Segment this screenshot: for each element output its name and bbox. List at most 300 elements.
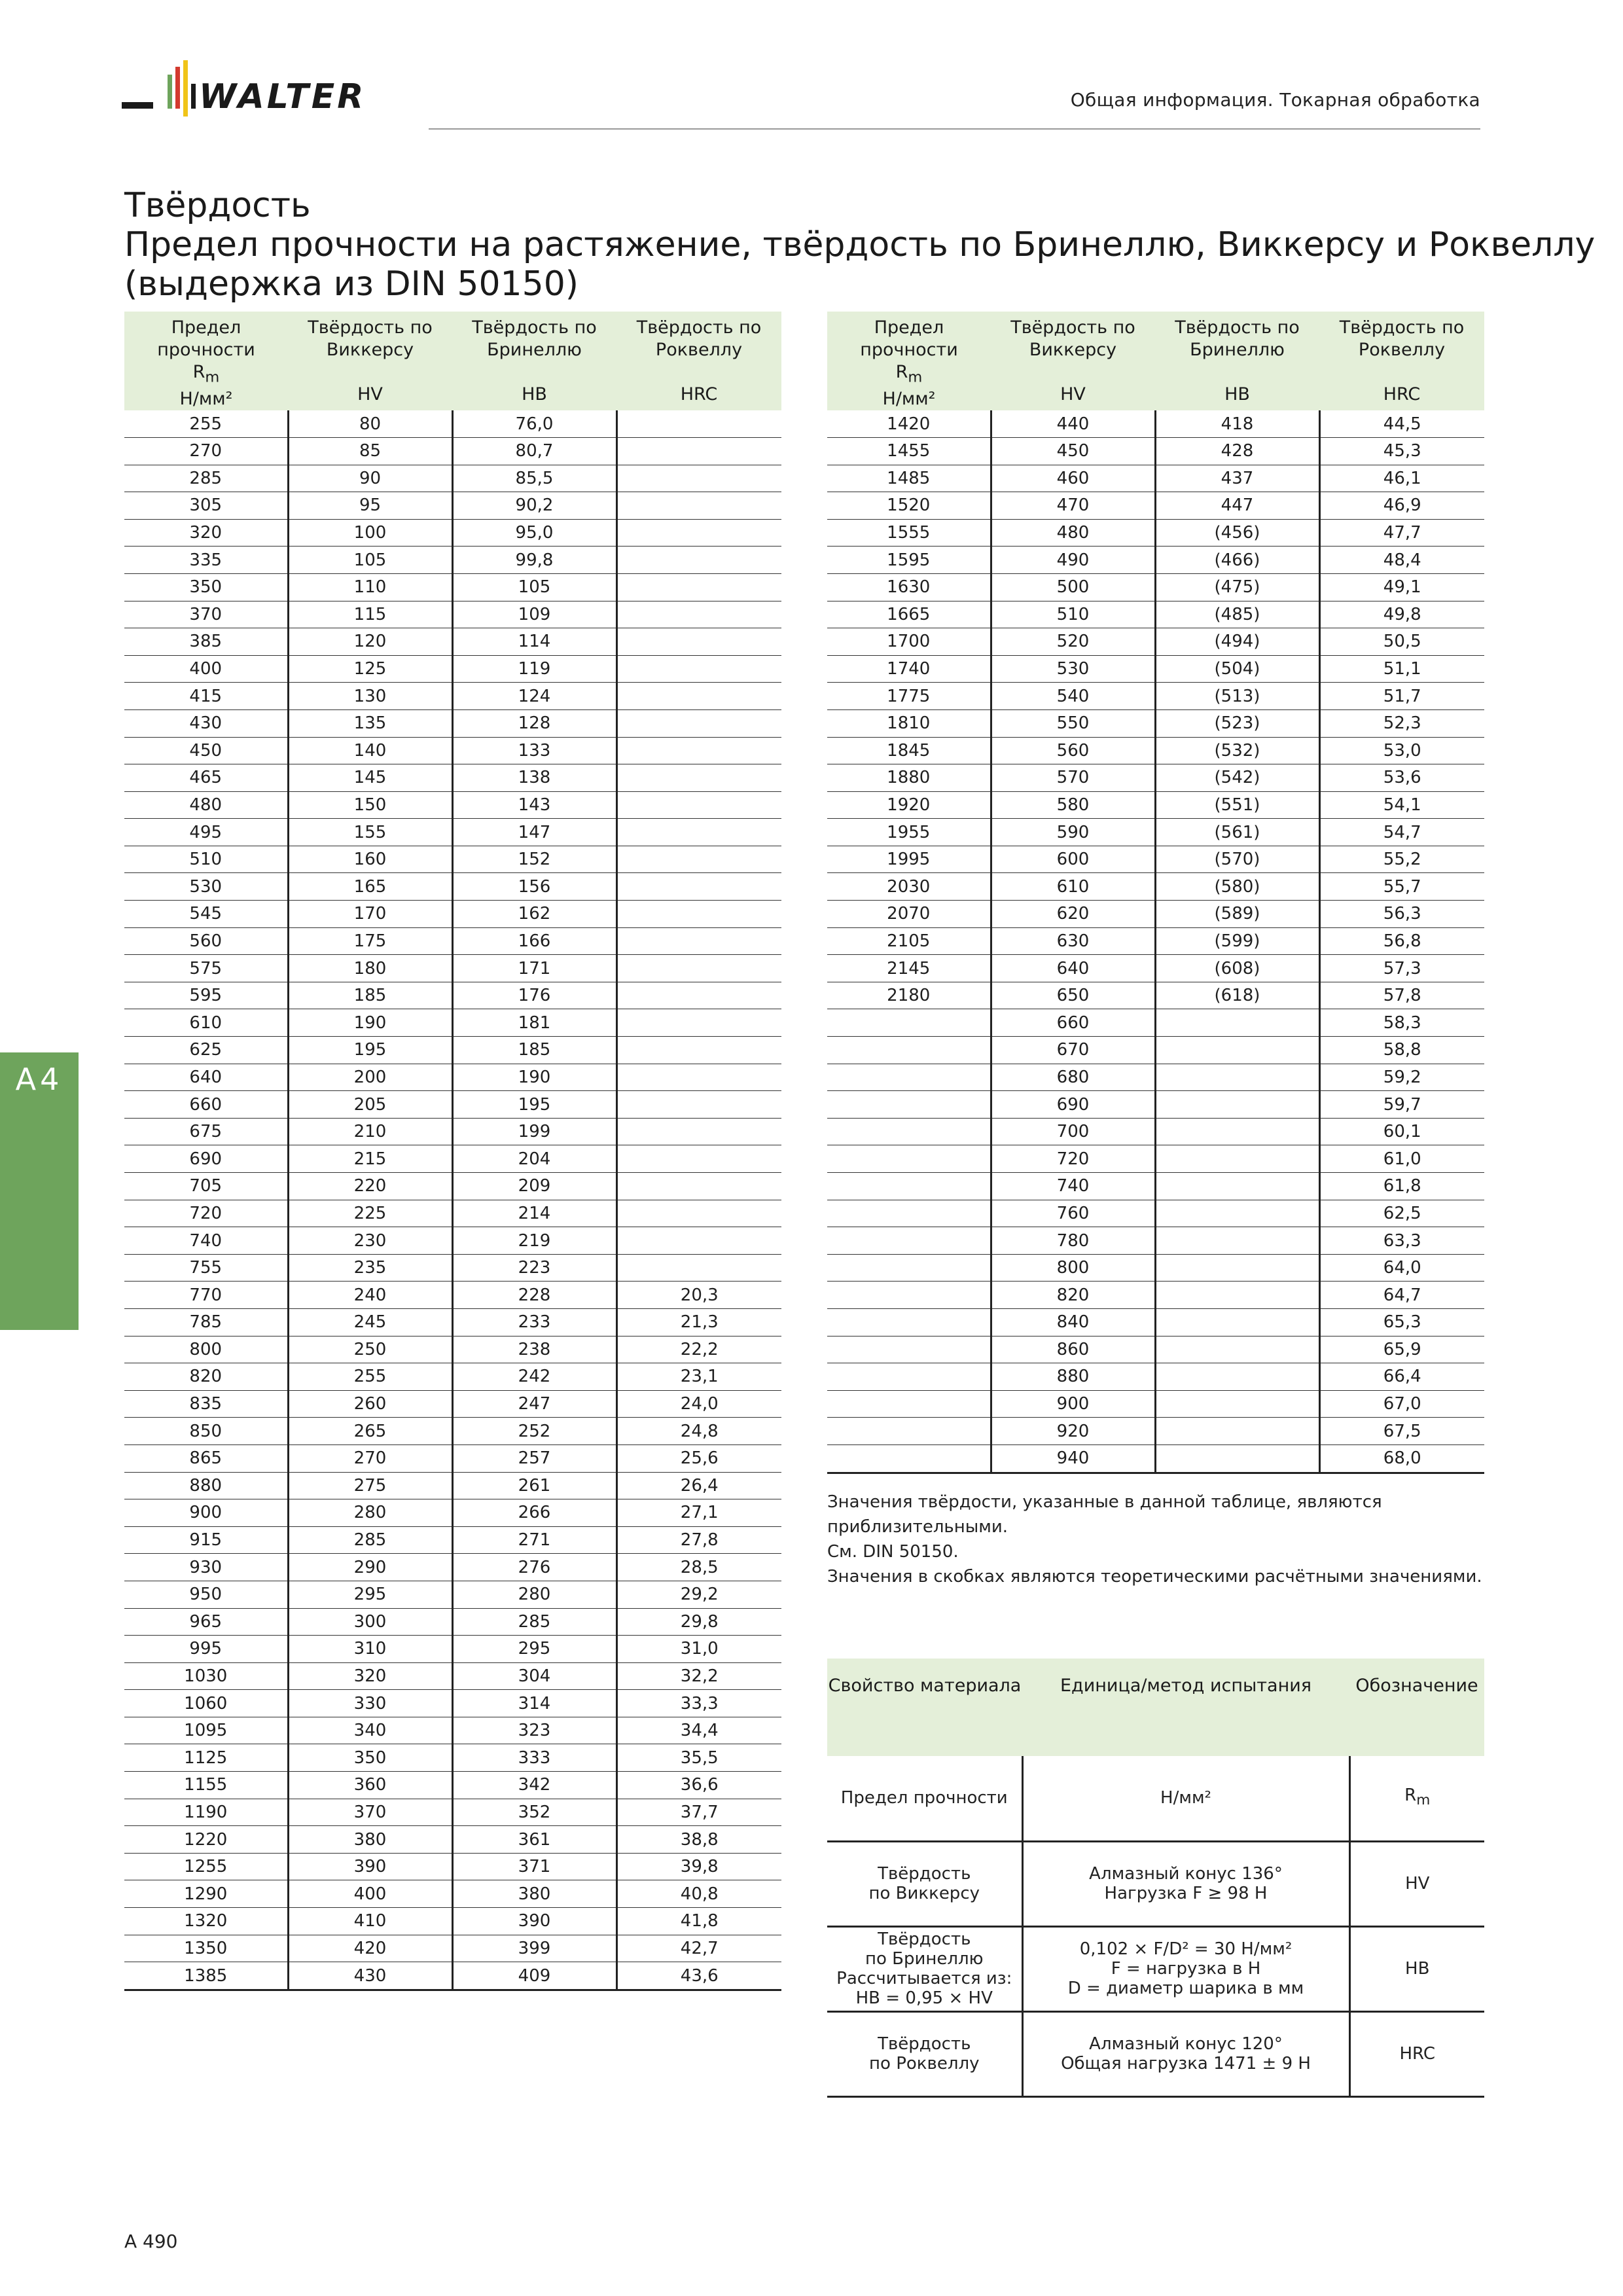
table-row	[827, 901, 1484, 928]
cell-tensile-strength: 675	[124, 1118, 288, 1145]
cell-brinell: 428	[1155, 437, 1319, 465]
hardness-table-right	[827, 312, 1484, 1474]
cell-method	[1022, 1841, 1349, 1926]
property-line: Твёрдость	[878, 1864, 971, 1884]
cell-vickers: 610	[991, 873, 1155, 901]
table-row	[124, 1799, 781, 1826]
cell-rockwell: 56,8	[1319, 927, 1484, 955]
cell-vickers: 550	[991, 709, 1155, 737]
cell-symbol	[1349, 2011, 1484, 2096]
cell-rockwell: 67,0	[1319, 1390, 1484, 1418]
table-row	[124, 955, 781, 982]
cell-vickers: 620	[991, 901, 1155, 928]
cell-tensile-strength: 915	[124, 1526, 288, 1554]
cell-tensile-strength	[827, 1254, 991, 1282]
cell-rockwell: 68,0	[1319, 1444, 1484, 1473]
cell-tensile-strength: 660	[124, 1091, 288, 1119]
table-row	[124, 1444, 781, 1472]
cell-brinell: 380	[452, 1880, 616, 1908]
table-row	[124, 628, 781, 656]
cell-vickers: 160	[288, 846, 452, 873]
header-divider	[429, 128, 1480, 130]
cell-vickers: 120	[288, 628, 452, 656]
property-line: по Виккерсу	[868, 1884, 980, 1903]
table-row	[124, 927, 781, 955]
table-body	[827, 410, 1484, 1473]
cell-brinell: 447	[1155, 492, 1319, 520]
table-row	[124, 1308, 781, 1336]
table-row	[827, 683, 1484, 710]
cell-brinell: 285	[452, 1608, 616, 1636]
table-row	[827, 2011, 1484, 2096]
cell-tensile-strength	[827, 1336, 991, 1363]
cell-brinell: 437	[1155, 465, 1319, 492]
cell-tensile-strength: 740	[124, 1227, 288, 1255]
cell-tensile-strength: 1665	[827, 601, 991, 628]
header-property: Свойство материала	[827, 1659, 1022, 1756]
cell-brinell: (580)	[1155, 873, 1319, 901]
cell-brinell	[1155, 1444, 1319, 1473]
table-row	[827, 1254, 1484, 1282]
cell-rockwell: 39,8	[616, 1853, 781, 1880]
cell-brinell: (561)	[1155, 819, 1319, 846]
header-unit: Н/мм²	[882, 389, 936, 410]
table-row	[124, 1091, 781, 1119]
table-row	[827, 873, 1484, 901]
cell-rockwell: 27,1	[616, 1499, 781, 1527]
cell-vickers: 260	[288, 1390, 452, 1418]
cell-vickers: 860	[991, 1336, 1155, 1363]
cell-tensile-strength: 530	[124, 873, 288, 901]
cell-tensile-strength: 1485	[827, 465, 991, 492]
cell-tensile-strength: 2145	[827, 955, 991, 982]
cell-brinell: 399	[452, 1935, 616, 1962]
cell-tensile-strength: 1255	[124, 1853, 288, 1880]
cell-vickers: 215	[288, 1145, 452, 1173]
walter-logo	[122, 60, 403, 132]
cell-property	[827, 1926, 1022, 2011]
cell-brinell: 176	[452, 982, 616, 1009]
table-row	[827, 492, 1484, 520]
cell-rockwell: 46,1	[1319, 465, 1484, 492]
cell-tensile-strength: 1920	[827, 791, 991, 819]
table-row	[827, 1037, 1484, 1064]
cell-rockwell: 51,1	[1319, 655, 1484, 683]
table-row	[124, 1744, 781, 1772]
cell-vickers: 275	[288, 1472, 452, 1499]
cell-method	[1022, 1756, 1349, 1841]
cell-vickers: 390	[288, 1853, 452, 1880]
cell-brinell: (475)	[1155, 573, 1319, 601]
cell-tensile-strength	[827, 1282, 991, 1309]
header-label: Твёрдость по Роквеллу	[636, 317, 762, 360]
cell-tensile-strength: 1320	[124, 1908, 288, 1935]
cell-property	[827, 1756, 1022, 1841]
cell-tensile-strength: 1955	[827, 819, 991, 846]
cell-brinell: 304	[452, 1662, 616, 1690]
cell-vickers: 295	[288, 1581, 452, 1608]
table-row	[124, 1472, 781, 1499]
header-symbol: $R_m$	[192, 362, 220, 386]
cell-brinell: 119	[452, 655, 616, 683]
table-row	[827, 791, 1484, 819]
cell-brinell: 323	[452, 1717, 616, 1744]
cell-rockwell	[616, 709, 781, 737]
cell-vickers: 190	[288, 1009, 452, 1037]
table-row	[124, 1526, 781, 1554]
cell-brinell: 352	[452, 1799, 616, 1826]
cell-brinell: 342	[452, 1772, 616, 1799]
cell-rockwell	[616, 573, 781, 601]
cell-vickers: 400	[288, 1880, 452, 1908]
cell-brinell	[1155, 1173, 1319, 1200]
table-row	[124, 791, 781, 819]
cell-vickers: 920	[991, 1418, 1155, 1445]
cell-tensile-strength: 1420	[827, 410, 991, 437]
cell-tensile-strength: 545	[124, 901, 288, 928]
table-row	[827, 437, 1484, 465]
cell-rockwell: 40,8	[616, 1880, 781, 1908]
cell-rockwell	[616, 1118, 781, 1145]
cell-brinell: (608)	[1155, 955, 1319, 982]
cell-rockwell: 46,9	[1319, 492, 1484, 520]
cell-rockwell: 59,7	[1319, 1091, 1484, 1119]
header-rockwell	[1319, 312, 1484, 410]
cell-tensile-strength: 850	[124, 1418, 288, 1445]
cell-vickers: 115	[288, 601, 452, 628]
cell-tensile-strength: 1775	[827, 683, 991, 710]
table-row	[124, 1254, 781, 1282]
cell-brinell: 333	[452, 1744, 616, 1772]
table-row	[827, 1336, 1484, 1363]
cell-tensile-strength: 1555	[827, 519, 991, 547]
title-line: Твёрдость	[124, 186, 311, 225]
cell-tensile-strength	[827, 1037, 991, 1064]
table-row	[124, 492, 781, 520]
cell-brinell	[1155, 1254, 1319, 1282]
cell-brinell	[1155, 1308, 1319, 1336]
table-row	[124, 1662, 781, 1690]
cell-brinell: (570)	[1155, 846, 1319, 873]
cell-tensile-strength: 1630	[827, 573, 991, 601]
cell-tensile-strength: 1595	[827, 547, 991, 574]
cell-brinell	[1155, 1037, 1319, 1064]
table-row	[827, 547, 1484, 574]
table-row	[827, 1926, 1484, 2011]
cell-vickers: 80	[288, 410, 452, 437]
cell-tensile-strength: 930	[124, 1554, 288, 1581]
method-line: F = нагрузка в Н	[1111, 1959, 1261, 1979]
cell-rockwell: 24,8	[616, 1418, 781, 1445]
table-row	[827, 1756, 1484, 1841]
header-symbol: $R_m$	[895, 362, 923, 386]
cell-rockwell: 41,8	[616, 1908, 781, 1935]
cell-rockwell	[616, 846, 781, 873]
cell-vickers: 490	[991, 547, 1155, 574]
cell-tensile-strength: 640	[124, 1064, 288, 1091]
cell-rockwell: 24,0	[616, 1390, 781, 1418]
table-row	[124, 873, 781, 901]
table-row	[827, 628, 1484, 656]
cell-vickers: 840	[991, 1308, 1155, 1336]
cell-rockwell: 64,7	[1319, 1282, 1484, 1309]
cell-rockwell	[616, 927, 781, 955]
cell-brinell: 114	[452, 628, 616, 656]
cell-rockwell: 51,7	[1319, 683, 1484, 710]
cell-rockwell: 61,0	[1319, 1145, 1484, 1173]
cell-vickers: 540	[991, 683, 1155, 710]
table-row	[124, 1880, 781, 1908]
cell-rockwell: 54,7	[1319, 819, 1484, 846]
cell-rockwell: 52,3	[1319, 709, 1484, 737]
cell-rockwell: 57,3	[1319, 955, 1484, 982]
cell-rockwell: 61,8	[1319, 1173, 1484, 1200]
cell-tensile-strength: 785	[124, 1308, 288, 1336]
cell-rockwell: 55,7	[1319, 873, 1484, 901]
cell-rockwell: 29,2	[616, 1581, 781, 1608]
table-row	[124, 519, 781, 547]
cell-tensile-strength: 1740	[827, 655, 991, 683]
cell-vickers: 500	[991, 573, 1155, 601]
table-row	[827, 982, 1484, 1009]
cell-tensile-strength: 400	[124, 655, 288, 683]
cell-tensile-strength: 480	[124, 791, 288, 819]
cell-rockwell: 62,5	[1319, 1200, 1484, 1227]
table-row	[827, 1091, 1484, 1119]
header-rockwell	[616, 312, 781, 410]
chapter-tab-label: A4	[15, 1062, 63, 1097]
cell-vickers: 370	[288, 1799, 452, 1826]
cell-tensile-strength: 1220	[124, 1826, 288, 1854]
cell-brinell: (532)	[1155, 737, 1319, 764]
cell-vickers: 220	[288, 1173, 452, 1200]
cell-vickers: 430	[288, 1962, 452, 1990]
cell-tensile-strength: 1455	[827, 437, 991, 465]
cell-brinell: 214	[452, 1200, 616, 1227]
method-line: D = диаметр шарика в мм	[1067, 1979, 1304, 1998]
cell-rockwell: 25,6	[616, 1444, 781, 1472]
cell-vickers: 245	[288, 1308, 452, 1336]
table-row	[827, 465, 1484, 492]
cell-rockwell: 44,5	[1319, 410, 1484, 437]
cell-vickers: 100	[288, 519, 452, 547]
cell-brinell: 128	[452, 709, 616, 737]
property-line: по Роквеллу	[869, 2054, 980, 2073]
cell-tensile-strength: 510	[124, 846, 288, 873]
cell-vickers: 480	[991, 519, 1155, 547]
cell-rockwell: 31,0	[616, 1636, 781, 1663]
header-label: Предел прочности	[860, 317, 958, 360]
header-brinell	[452, 312, 616, 410]
cell-vickers: 510	[991, 601, 1155, 628]
cell-vickers: 530	[991, 655, 1155, 683]
cell-vickers: 130	[288, 683, 452, 710]
cell-tensile-strength: 465	[124, 764, 288, 792]
cell-vickers: 90	[288, 465, 452, 492]
table-row	[827, 1444, 1484, 1473]
cell-rockwell	[616, 955, 781, 982]
cell-rockwell	[616, 519, 781, 547]
cell-tensile-strength: 625	[124, 1037, 288, 1064]
cell-rockwell: 58,3	[1319, 1009, 1484, 1037]
cell-tensile-strength: 1995	[827, 846, 991, 873]
table-row	[124, 737, 781, 764]
cell-brinell: (599)	[1155, 927, 1319, 955]
note-line: Значения в скобках являются теоретическими расчётными значениями.	[827, 1567, 1482, 1587]
cell-rockwell: 34,4	[616, 1717, 781, 1744]
cell-brinell	[1155, 1336, 1319, 1363]
header-unit: HRC	[1383, 384, 1421, 404]
cell-brinell: 85,5	[452, 465, 616, 492]
cell-vickers: 340	[288, 1717, 452, 1744]
cell-tensile-strength: 800	[124, 1336, 288, 1363]
table-row	[827, 601, 1484, 628]
table-row	[124, 1009, 781, 1037]
brand-wordmark: WALTER	[199, 77, 366, 117]
cell-tensile-strength: 2030	[827, 873, 991, 901]
cell-symbol	[1349, 1756, 1484, 1841]
cell-brinell: 247	[452, 1390, 616, 1418]
cell-vickers: 590	[991, 819, 1155, 846]
cell-vickers: 800	[991, 1254, 1155, 1282]
table-row	[124, 1690, 781, 1717]
cell-brinell: 133	[452, 737, 616, 764]
cell-vickers: 270	[288, 1444, 452, 1472]
cell-vickers: 570	[991, 764, 1155, 792]
method-line: Нагрузка F ≥ 98 Н	[1104, 1884, 1268, 1903]
cell-rockwell: 53,0	[1319, 737, 1484, 764]
cell-brinell	[1155, 1091, 1319, 1119]
cell-vickers: 760	[991, 1200, 1155, 1227]
cell-tensile-strength: 880	[124, 1472, 288, 1499]
cell-tensile-strength	[827, 1227, 991, 1255]
cell-rockwell: 28,5	[616, 1554, 781, 1581]
cell-property	[827, 2011, 1022, 2096]
cell-vickers: 150	[288, 791, 452, 819]
cell-rockwell	[616, 1037, 781, 1064]
table-row	[124, 437, 781, 465]
table-row	[124, 1336, 781, 1363]
cell-brinell	[1155, 1118, 1319, 1145]
table-row	[124, 1200, 781, 1227]
header-label: Твёрдость по Роквеллу	[1339, 317, 1465, 360]
cell-brinell: (485)	[1155, 601, 1319, 628]
cell-tensile-strength: 995	[124, 1636, 288, 1663]
table-row	[827, 519, 1484, 547]
cell-vickers: 230	[288, 1227, 452, 1255]
cell-tensile-strength: 865	[124, 1444, 288, 1472]
table-row	[827, 1227, 1484, 1255]
table-row	[827, 410, 1484, 437]
cell-vickers: 470	[991, 492, 1155, 520]
cell-brinell	[1155, 1363, 1319, 1391]
cell-vickers: 940	[991, 1444, 1155, 1473]
table-row	[124, 1908, 781, 1935]
cell-tensile-strength: 255	[124, 410, 288, 437]
table-row	[827, 1390, 1484, 1418]
cell-tensile-strength	[827, 1390, 991, 1418]
header-unit: HB	[1224, 384, 1250, 404]
cell-tensile-strength: 270	[124, 437, 288, 465]
cell-brinell: 90,2	[452, 492, 616, 520]
cell-tensile-strength	[827, 1418, 991, 1445]
cell-brinell	[1155, 1282, 1319, 1309]
cell-brinell: 314	[452, 1690, 616, 1717]
table-row	[827, 1145, 1484, 1173]
cell-brinell: 80,7	[452, 437, 616, 465]
cell-brinell: 238	[452, 1336, 616, 1363]
cell-brinell: 276	[452, 1554, 616, 1581]
table-header-row	[827, 1659, 1484, 1756]
cell-brinell: 171	[452, 955, 616, 982]
symbol-text: HV	[1405, 1874, 1430, 1893]
cell-vickers: 290	[288, 1554, 452, 1581]
cell-brinell: 371	[452, 1853, 616, 1880]
cell-vickers: 380	[288, 1826, 452, 1854]
cell-vickers: 720	[991, 1145, 1155, 1173]
cell-vickers: 235	[288, 1254, 452, 1282]
cell-vickers: 225	[288, 1200, 452, 1227]
table-row	[124, 1118, 781, 1145]
cell-brinell: 124	[452, 683, 616, 710]
table-row	[124, 819, 781, 846]
cell-rockwell: 48,4	[1319, 547, 1484, 574]
cell-rockwell	[616, 601, 781, 628]
cell-brinell: 295	[452, 1636, 616, 1663]
header-method: Единица/метод испытания	[1022, 1659, 1349, 1756]
cell-vickers: 285	[288, 1526, 452, 1554]
table-row	[124, 846, 781, 873]
cell-tensile-strength: 720	[124, 1200, 288, 1227]
table-row	[827, 846, 1484, 873]
cell-tensile-strength: 2105	[827, 927, 991, 955]
cell-brinell	[1155, 1145, 1319, 1173]
method-line: Алмазный конус 120°	[1089, 2034, 1283, 2054]
property-line: по Бринеллю	[865, 1949, 984, 1969]
cell-rockwell: 23,1	[616, 1363, 781, 1391]
cell-tensile-strength: 2070	[827, 901, 991, 928]
cell-vickers: 580	[991, 791, 1155, 819]
cell-brinell: 233	[452, 1308, 616, 1336]
property-line: Твёрдость	[878, 1929, 971, 1949]
cell-tensile-strength	[827, 1009, 991, 1037]
table-row	[827, 927, 1484, 955]
cell-rockwell: 49,8	[1319, 601, 1484, 628]
header-tensile-strength	[827, 312, 991, 410]
cell-vickers: 240	[288, 1282, 452, 1309]
cell-tensile-strength: 1290	[124, 1880, 288, 1908]
cell-brinell	[1155, 1418, 1319, 1445]
table-row	[827, 1282, 1484, 1309]
cell-tensile-strength: 1385	[124, 1962, 288, 1990]
table-notes	[827, 1490, 1495, 1589]
table-header-row	[827, 312, 1484, 410]
cell-rockwell	[616, 1145, 781, 1173]
cell-vickers: 200	[288, 1064, 452, 1091]
table-row	[827, 709, 1484, 737]
cell-tensile-strength	[827, 1308, 991, 1336]
cell-tensile-strength: 1520	[827, 492, 991, 520]
cell-tensile-strength: 350	[124, 573, 288, 601]
cell-vickers: 780	[991, 1227, 1155, 1255]
table-row	[827, 1009, 1484, 1037]
cell-tensile-strength	[827, 1091, 991, 1119]
cell-vickers: 460	[991, 465, 1155, 492]
cell-rockwell: 36,6	[616, 1772, 781, 1799]
cell-rockwell	[616, 1091, 781, 1119]
table-row	[124, 1173, 781, 1200]
cell-rockwell	[616, 737, 781, 764]
